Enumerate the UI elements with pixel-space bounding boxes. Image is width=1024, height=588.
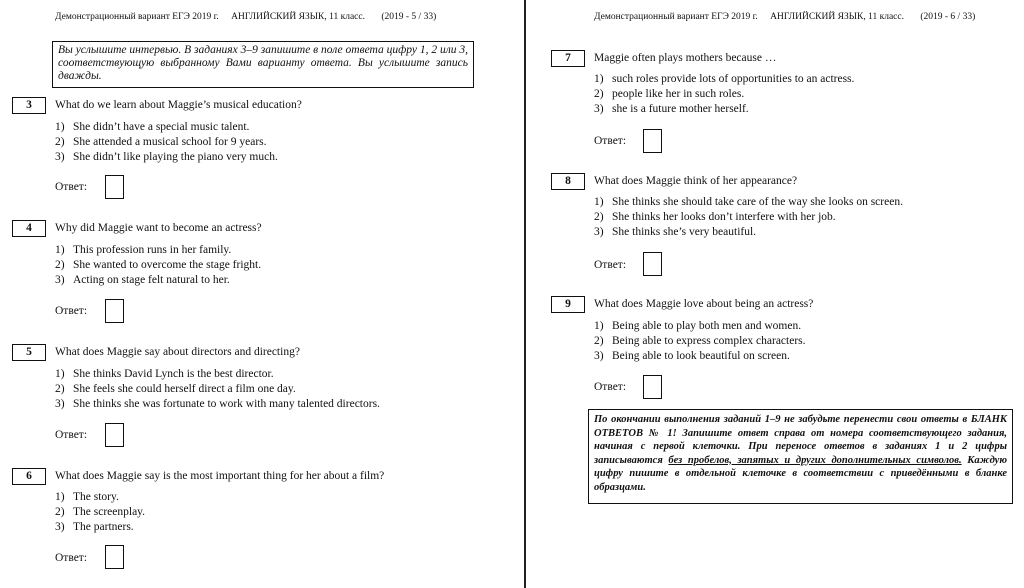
option-8-2: 2) She thinks her looks don’t interfere with her job. bbox=[594, 211, 836, 223]
options-list-9 bbox=[594, 319, 806, 364]
question-number-3: 3 bbox=[12, 97, 46, 114]
answer-box-5[interactable] bbox=[105, 423, 124, 447]
header-subject: АНГЛИЙСКИЙ ЯЗЫК, 11 класс. bbox=[231, 12, 365, 22]
question-text-9: What does Maggie love about being an actress? bbox=[594, 298, 814, 310]
header-page-number: (2019 - 5 / 33) bbox=[381, 12, 437, 22]
option-9-1: 1) Being able to play both men and women. bbox=[594, 320, 802, 332]
option-9-2: 2) Being able to express complex characters. bbox=[594, 335, 806, 347]
final-note-underlined: без пробелов, запятых и других дополнительных символов. bbox=[668, 454, 962, 466]
options-list-7 bbox=[594, 72, 854, 117]
answer-box-8[interactable] bbox=[643, 252, 662, 276]
options-list-5 bbox=[55, 367, 380, 412]
question-text-6: What does Maggie say is the most important thing for her about a film? bbox=[55, 470, 385, 482]
answer-label-8: Ответ: bbox=[594, 259, 627, 271]
header-exam-title: Демонстрационный вариант ЕГЭ 2019 г. bbox=[594, 12, 758, 22]
question-number-4: 4 bbox=[12, 220, 46, 237]
option-4-1: 1) This profession runs in her family. bbox=[55, 244, 232, 256]
final-note-part2: Каждую цифру пишите в отдельной клеточке в соответствии с приведёнными в бланке образцами. bbox=[594, 454, 1008, 493]
option-6-2: 2) The screenplay. bbox=[55, 506, 146, 518]
header-exam-title: Демонстрационный вариант ЕГЭ 2019 г. bbox=[55, 12, 219, 22]
option-7-1: 1) such roles provide lots of opportunities to an actress. bbox=[594, 73, 855, 85]
option-3-3: 3) She didn’t like playing the piano very much. bbox=[55, 151, 278, 163]
page-divider bbox=[524, 0, 526, 588]
option-6-1: 1) The story. bbox=[55, 491, 119, 503]
answer-box-7[interactable] bbox=[643, 129, 662, 153]
header-subject: АНГЛИЙСКИЙ ЯЗЫК, 11 класс. bbox=[770, 12, 904, 22]
answer-label-7: Ответ: bbox=[594, 135, 627, 147]
final-instruction-note bbox=[588, 409, 1013, 504]
answer-label-4: Ответ: bbox=[55, 305, 88, 317]
answer-label-3: Ответ: bbox=[55, 181, 88, 193]
options-list-4 bbox=[55, 243, 261, 288]
option-4-3: 3) Acting on stage felt natural to her. bbox=[55, 274, 230, 286]
question-text-8: What does Maggie think of her appearance? bbox=[594, 175, 798, 187]
final-note-part1: По окончании выполнения заданий 1–9 не забудьте перенести свои ответы в БЛАНК ОТВЕТОВ № 1! Запишите ответ справа от номера соответствующего задания, начиная с первой клеточки. При переносе ответов в заданиях 1 и 2 цифры записываются bbox=[594, 414, 1007, 466]
options-list-8 bbox=[594, 195, 903, 240]
question-text-5: What does Maggie say about directors and directing? bbox=[55, 346, 300, 358]
answer-label-6: Ответ: bbox=[55, 552, 88, 564]
option-3-2: 2) She attended a musical school for 9 years. bbox=[55, 136, 267, 148]
page-header bbox=[55, 12, 436, 22]
right-page bbox=[527, 0, 1024, 588]
question-number-6: 6 bbox=[12, 468, 46, 485]
page-header bbox=[594, 12, 975, 22]
answer-box-6[interactable] bbox=[105, 545, 124, 569]
question-text-3: What do we learn about Maggie’s musical education? bbox=[55, 99, 302, 111]
answer-box-3[interactable] bbox=[105, 175, 124, 199]
option-5-1: 1) She thinks David Lynch is the best director. bbox=[55, 368, 274, 380]
option-8-1: 1) She thinks she should take care of the way she looks on screen. bbox=[594, 196, 903, 208]
question-number-7: 7 bbox=[551, 50, 585, 67]
option-9-3: 3) Being able to look beautiful on screen. bbox=[594, 350, 790, 362]
answer-label-9: Ответ: bbox=[594, 381, 627, 393]
options-list-3 bbox=[55, 120, 278, 165]
question-number-8: 8 bbox=[551, 173, 585, 190]
answer-label-5: Ответ: bbox=[55, 429, 88, 441]
option-8-3: 3) She thinks she’s very beautiful. bbox=[594, 226, 757, 238]
answer-box-9[interactable] bbox=[643, 375, 662, 399]
header-page-number: (2019 - 6 / 33) bbox=[920, 12, 976, 22]
option-5-2: 2) She feels she could herself direct a film one day. bbox=[55, 383, 296, 395]
option-7-3: 3) she is a future mother herself. bbox=[594, 103, 749, 115]
option-4-2: 2) She wanted to overcome the stage fright. bbox=[55, 259, 262, 271]
question-number-5: 5 bbox=[12, 344, 46, 361]
question-text-7: Maggie often plays mothers because … bbox=[594, 52, 777, 64]
answer-box-4[interactable] bbox=[105, 299, 124, 323]
options-list-6 bbox=[55, 490, 145, 535]
question-text-4: Why did Maggie want to become an actress? bbox=[55, 222, 262, 234]
listening-instruction: Вы услышите интервью. В заданиях 3–9 запишите в поле ответа цифру 1, 2 или 3, соответствующую выбранному Вами варианту ответа. Вы услышите запись дважды. bbox=[52, 41, 474, 88]
option-5-3: 3) She thinks she was fortunate to work with many talented directors. bbox=[55, 398, 380, 410]
question-number-9: 9 bbox=[551, 296, 585, 313]
option-3-1: 1) She didn’t have a special music talent. bbox=[55, 121, 250, 133]
option-7-2: 2) people like her in such roles. bbox=[594, 88, 745, 100]
option-6-3: 3) The partners. bbox=[55, 521, 134, 533]
